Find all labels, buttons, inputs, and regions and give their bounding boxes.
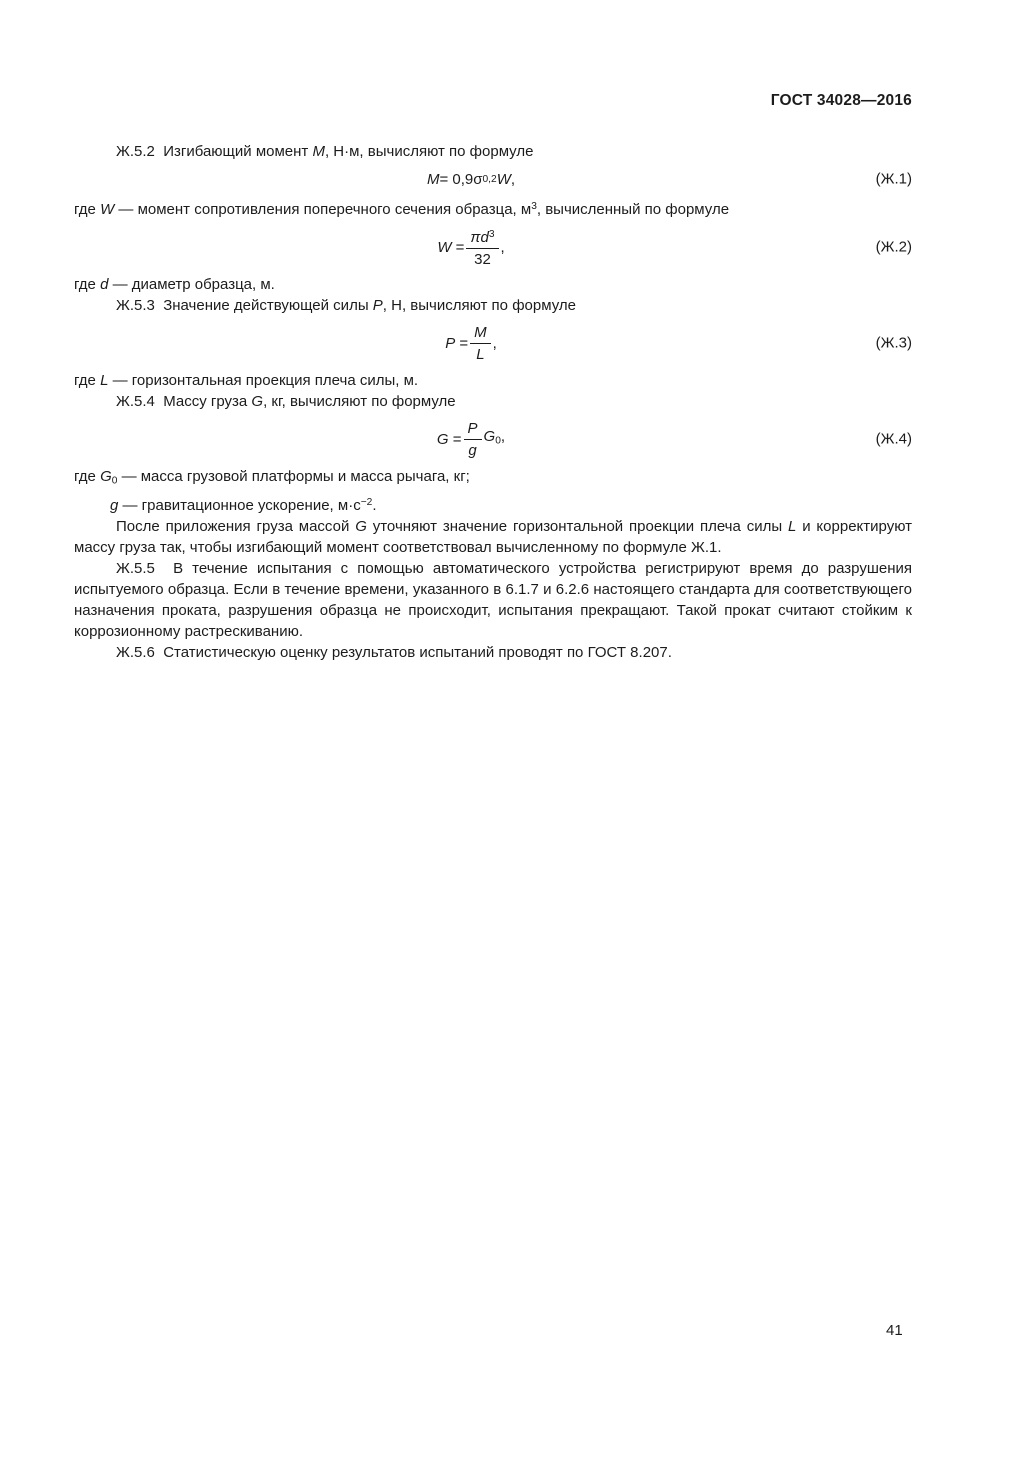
formula-zh4-label: (Ж.4) (875, 430, 912, 448)
formula-zh4-lhs: G = (436, 430, 462, 448)
fraction-denominator: g (468, 441, 477, 459)
paragraph-zh54: Ж.5.4 Массу груза G, кг, вычисляют по формуле (116, 393, 456, 411)
fraction-numerator: M (470, 323, 491, 344)
formula-zh4-fraction (464, 419, 482, 460)
formula-zh3-expression (445, 323, 497, 364)
paragraph-zh52: Ж.5.2 Изгибающий момент M, Н·м, вычисляют по формуле (116, 143, 534, 160)
where-d-line: где d — диаметр образца, м. (74, 276, 275, 294)
formula-zh3-tail: , (492, 334, 497, 352)
where-w-line: где W — момент сопротивления поперечного сечения образца, $м^3$, вычисленный по формуле (74, 201, 730, 219)
paragraph-zh55: Ж.5.5 В течение испытания с помощью автоматического устройства регистрируют время до разрушения испытуемого образца. Если в течение времени, указанного в 6.1.7 и 6.2.6 настоящего стандарта для соответствующего назначения проката, разрушения образца не происходит, испытания прекращают. Такой прокат считают стойким к коррозионному растрескиванию. (74, 559, 912, 640)
where-l-line: где L — горизонтальная проекция плеча силы, м. (74, 372, 419, 390)
formula-zh2-expression (437, 225, 504, 269)
formula-zh4-tail: G0, (483, 428, 506, 447)
fraction-denominator: L (476, 345, 485, 363)
formula-zh2-fraction (466, 225, 498, 269)
where-g0-line: где G0 — масса грузовой платформы и масса рычага, кг; (74, 468, 470, 487)
formula-zh3-lhs: P = (445, 334, 469, 352)
standard-header: ГОСТ 34028—2016 (770, 92, 912, 109)
formula-zh1-expression: M = 0,9σ 0,2 W , (426, 170, 516, 188)
page-number: 41 (886, 1322, 903, 1339)
fraction-denominator: 32 (474, 251, 491, 269)
formula-zh4-expression (437, 419, 505, 460)
formula-zh3-row (74, 321, 912, 365)
formula-zh3-label: (Ж.3) (875, 334, 912, 352)
formula-zh2-tail: , (500, 238, 505, 256)
formula-zh2-label: (Ж.2) (875, 238, 912, 256)
fraction-numerator: P (464, 419, 482, 440)
paragraph-zh53: Ж.5.3 Значение действующей силы P, Н, вычисляют по формуле (116, 297, 576, 315)
paragraph-posle: После приложения груза массой G уточняют значение горизонтальной проекции плеча силы L и корректируют массу груза так, чтобы изгибающий момент соответствовал вычисленному по формуле Ж.1. (74, 517, 912, 556)
formula-zh4-row (74, 417, 912, 461)
formula-zh1-label: (Ж.1) (875, 170, 912, 188)
paragraph-zh56: Ж.5.6 Статистическую оценку результатов испытаний проводят по ГОСТ 8.207. (116, 643, 672, 661)
formula-zh1-row (74, 168, 912, 190)
fraction-numerator: $\pi d^3$ (466, 225, 498, 249)
formula-zh2-lhs: W = (437, 238, 465, 256)
where-g-line: g — гравитационное ускорение, $м\cdot с^{-2}$. (110, 496, 377, 514)
formula-zh2-row (74, 225, 912, 269)
formula-zh3-fraction (470, 323, 491, 364)
